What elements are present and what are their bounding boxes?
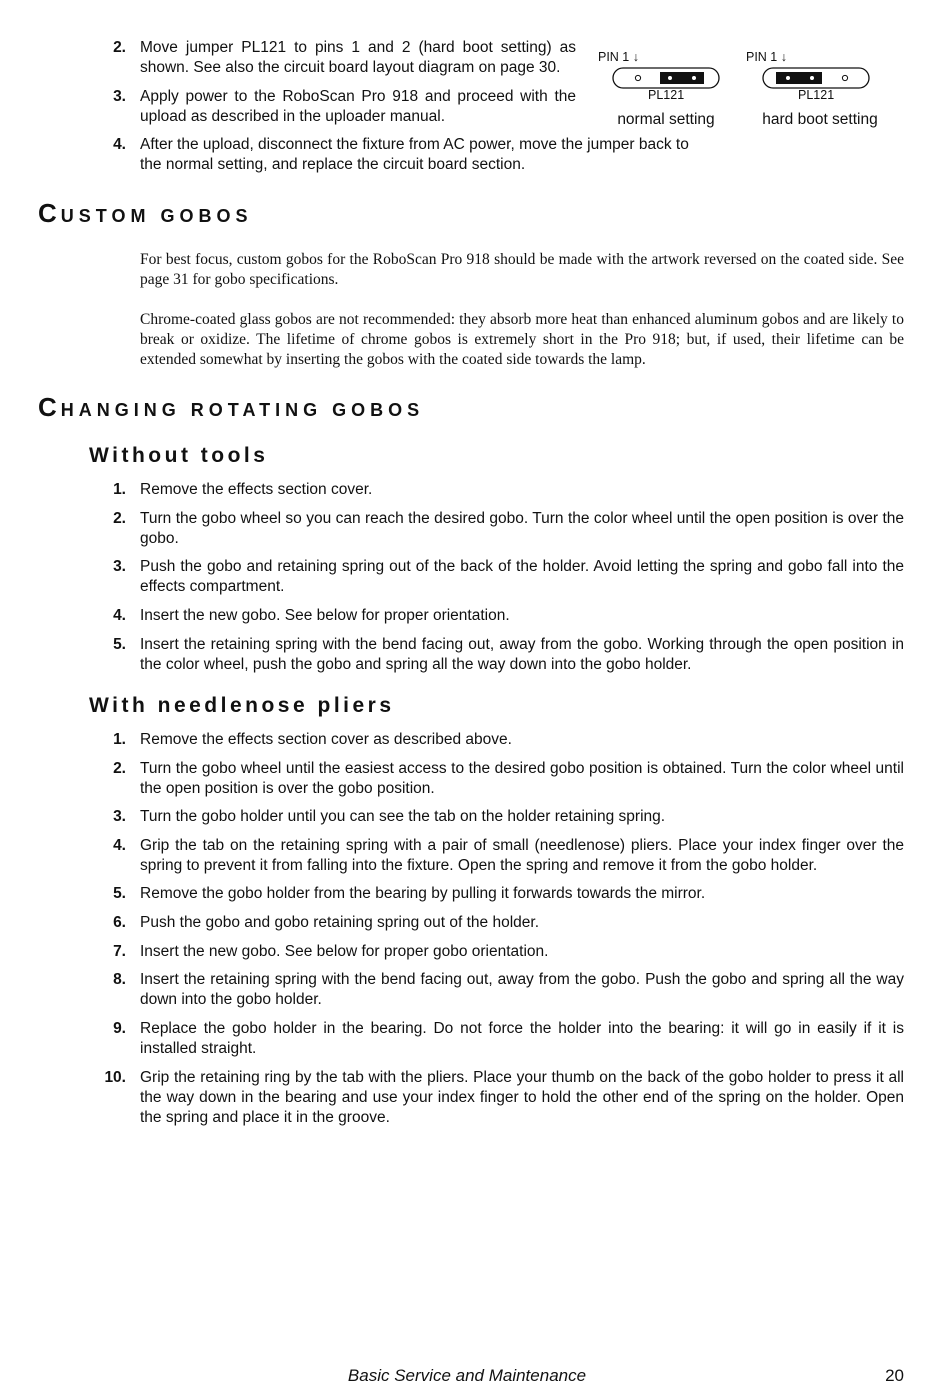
step-text: Turn the gobo holder until you can see the tab on the holder retaining spring. — [140, 808, 666, 825]
down-arrow-icon: ↓ — [632, 50, 639, 64]
page-number: 20 — [885, 1366, 904, 1385]
step-number: 3. — [113, 808, 126, 825]
step-text: Insert the new gobo. See below for proper gobo orientation. — [140, 943, 549, 960]
step-text: Remove the effects section cover as described above. — [140, 731, 512, 748]
step-text: Move jumper PL121 to pins 1 and 2 (hard boot setting) as shown. See also the circuit board layout diagram on page 30. — [140, 39, 576, 76]
normal-setting-caption: normal setting — [617, 111, 715, 128]
step-number: 2. — [113, 760, 126, 777]
step-number: 8. — [113, 971, 126, 988]
step-number: 4. — [113, 136, 126, 153]
step-number: 7. — [113, 943, 126, 960]
step-text: Apply power to the RoboScan Pro 918 and proceed with the upload as described in the uploader manual. — [140, 88, 576, 125]
step-text: Remove the gobo holder from the bearing by pulling it forwards towards the mirror. — [140, 885, 706, 902]
paragraph: Chrome-coated glass gobos are not recommended: they absorb more heat than enhanced aluminum gobos and are likely to break or oxidize. The lifetime of chrome gobos is extremely short in the Pro 918; but, if used, their lifetime can be extended somewhat by inserting the gobos with the coated side towards the lamp. — [140, 311, 904, 368]
step-number: 10. — [104, 1069, 126, 1086]
step-text: Replace the gobo holder in the bearing. Do not force the holder into the bearing: it will go in easily if it is installed straight. — [140, 1020, 904, 1057]
step-number: 4. — [113, 837, 126, 854]
step-text: Push the gobo and retaining spring out of the back of the holder. Avoid letting the spring and gobo fall into the effects compartment. — [140, 558, 904, 595]
jumper-label: PL121 — [798, 88, 835, 102]
step-text: Turn the gobo wheel until the easiest access to the desired gobo position is obtained. Turn the color wheel until the open position is over the gobo position. — [140, 760, 904, 797]
subheading-with-pliers: With needlenose pliers — [89, 694, 395, 717]
step-text: Insert the retaining spring with the bend facing out, away from the gobo. Push the gobo and spring all the way down into the gobo holder. — [140, 971, 904, 1008]
section-heading-custom-gobos: CUSTOM GOBOS — [38, 198, 253, 228]
footer-section-title: Basic Service and Maintenance — [347, 1366, 587, 1385]
down-arrow-icon: ↓ — [780, 50, 787, 64]
step-text: Push the gobo and gobo retaining spring out of the holder. — [140, 914, 539, 931]
step-number: 1. — [113, 731, 126, 748]
section-heading-changing-gobos: CHANGING ROTATING GOBOS — [38, 392, 425, 422]
step-text: Grip the tab on the retaining spring with a pair of small (needlenose) pliers. Place your index finger over the spring to prevent it from falling into the fixture. Open the spring and remove it from the gobo holder. — [140, 837, 904, 874]
step-text: Insert the new gobo. See below for proper orientation. — [140, 607, 510, 624]
hardboot-setting-caption: hard boot setting — [762, 111, 878, 128]
step-number: 4. — [113, 607, 126, 624]
step-text: Insert the retaining spring with the bend facing out, away from the gobo. Working through the open position in the color wheel, push the gobo and spring all the way down into the gobo holder. — [140, 636, 904, 673]
step-number: 1. — [113, 481, 126, 498]
step-number: 9. — [113, 1020, 126, 1037]
jumper-label: PL121 — [648, 88, 685, 102]
step-text: Remove the effects section cover. — [140, 481, 373, 498]
paragraph: For best focus, custom gobos for the RoboScan Pro 918 should be made with the artwork reversed on the coated side. See page 31 for gobo specifications. — [140, 251, 904, 288]
step-number: 3. — [113, 88, 126, 105]
step-number: 2. — [113, 510, 126, 527]
step-number: 6. — [113, 914, 126, 931]
step-number: 2. — [113, 39, 126, 56]
subheading-without-tools: Without tools — [89, 444, 269, 467]
step-number: 5. — [113, 636, 126, 653]
step-text: Turn the gobo wheel so you can reach the desired gobo. Turn the color wheel until the open position is over the gobo. — [140, 510, 904, 547]
step-text: After the upload, disconnect the fixture from AC power, move the jumper back to the normal setting, and replace the circuit board section. — [140, 136, 689, 173]
pin-label: PIN 1 ↓ — [746, 50, 787, 64]
step-number: 3. — [113, 558, 126, 575]
step-text: Grip the retaining ring by the tab with the pliers. Place your thumb on the back of the gobo holder to press it all the way down in the bearing and use your index finger to hold the other end of the spring on the holder. Open the spring and place it in the groove. — [140, 1069, 904, 1126]
pin-label: PIN 1 ↓ — [598, 50, 639, 64]
step-number: 5. — [113, 885, 126, 902]
